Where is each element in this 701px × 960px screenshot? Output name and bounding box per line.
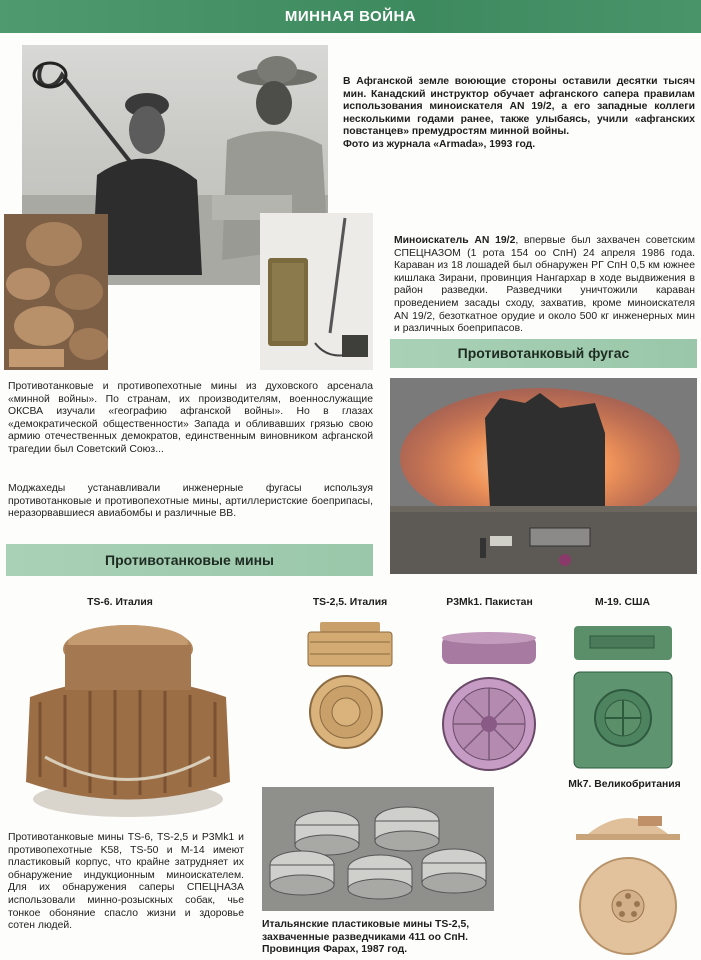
ts6-image (10, 607, 246, 825)
page-title: МИННАЯ ВОЙНА (284, 8, 417, 25)
mk7-caption: Mk7. Великобритания (568, 779, 681, 790)
detector-text: Миноискатель AN 19/2, впервые был захвачен советским СПЕЦНАЗОМ (1 рота 154 оо СпН) 24 апреля 1986 года. Караван из 18 лошадей был обнаружен РГ СпН 0,5 км южнее кишлака Зирани, провинция Нангархар в ходе выдвижения в район разведки. Разведчики уничтожили караван проведением засады сходу, захватив, кроме миноискателя AN 19/2, безоткатное орудие и около 500 кг инженерных мин и различных боеприпасов. (394, 235, 695, 335)
title-bar (0, 0, 701, 33)
mines-pile-photo (4, 214, 108, 370)
italian-mines-photo (262, 787, 494, 911)
detector-photo (260, 213, 373, 370)
mk7-image (568, 796, 688, 956)
intro-text: В Афганской земле воюющие стороны оставили десятки тысяч мин. Канадский инструктор обучает афганского сапера правилам использования миноискателя AN 19/2, а его западные коллеги несколькими годами ранее, также улыбаясь, учили «афганских повстанцев» премудростям минной войны. Фото из журнала «Armada», 1993 год. (343, 76, 695, 150)
p3mk1-caption: P3Mk1. Пакистан (446, 597, 533, 608)
intro-source: Фото из журнала «Armada», 1993 год. (343, 138, 536, 150)
italian-mines-caption: Итальянские пластиковые мины TS-2,5, захваченные разведчиками 411 оо СпН. Провинция Фарах, 1987 год. (262, 919, 470, 956)
left-paragraph-2: Моджахеды устанавливали инженерные фугасы используя противотанковые и противопехотные мины, артиллеристские боеприпасы, неразорвавшиеся авиабомбы и различные ВВ. (8, 483, 373, 520)
section-at-mines: Противотанковые мины (6, 544, 373, 576)
left-paragraph-1: Противотанковые и противопехотные мины из духовского арсенала «минной войны». По странам, их производителям, военнослужащие ОКСВА изучали «географию афганской войны». Но в глазах «демократической общественности» Запада и обливавших грязью свою армию отечественных демократов, единственным виновником афганской трагедии был Советский Союз... (8, 381, 373, 455)
fougasse-illustration (390, 378, 697, 574)
ts25-image (300, 618, 400, 750)
m19-caption: M-19. США (595, 597, 650, 608)
section-fougasse: Противотанковый фугас (390, 339, 697, 368)
detector-name: Миноискатель AN 19/2 (394, 235, 516, 246)
ts6-caption: TS-6. Италия (87, 597, 153, 608)
ts25-caption: TS-2,5. Италия (312, 597, 388, 608)
p3mk1-image (436, 628, 542, 772)
bottom-text: Противотанковые мины TS-6, TS-2,5 и P3Mk1 и противопехотные K58, TS-50 и M-14 имеют пластиковый корпус, что крайне затрудняет их обнаружение индукционным миноискателем. Для их обнаружения саперы СПЕЦНАЗА использовали минно-розыскных собак, чье тонкое обоняние спасло жизни и здоровье сотен людей. (8, 832, 244, 932)
m19-image (570, 622, 676, 772)
